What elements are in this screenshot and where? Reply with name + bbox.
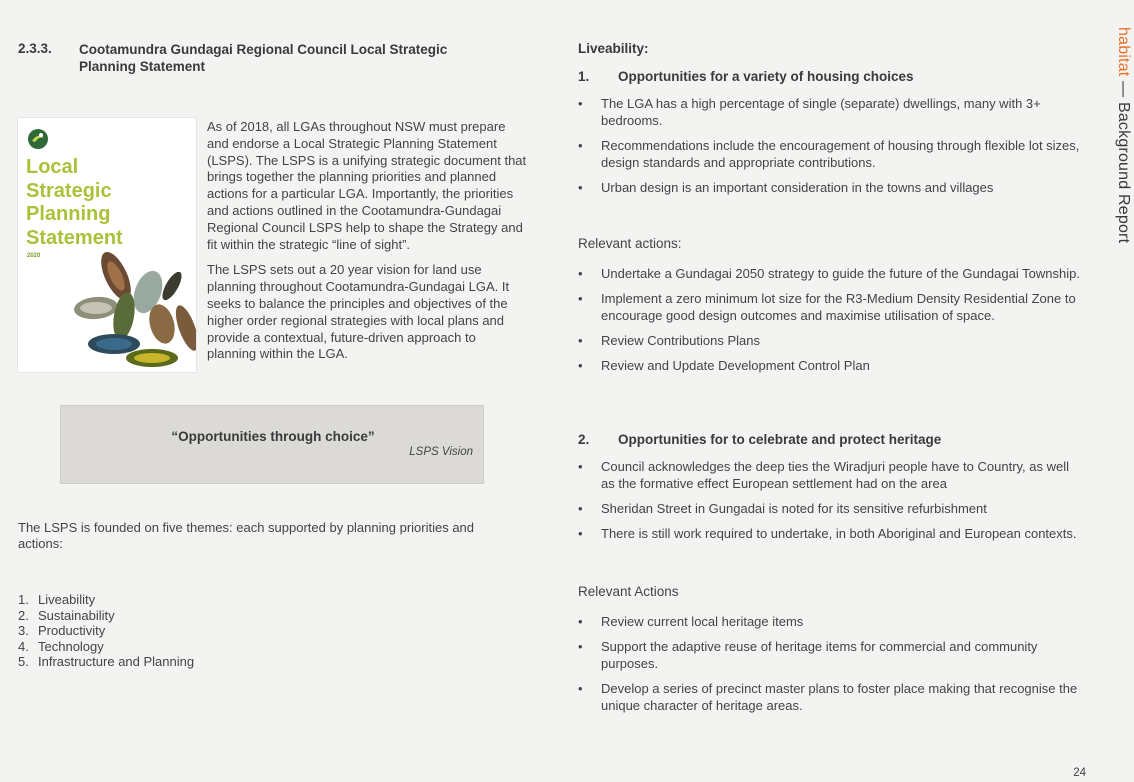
intro-paragraph-2: The LSPS sets out a 20 year vision for land use planning throughout Cootamundra-Gundagai LGA. It seeks to balance the principles and objectives of the higher order regional strategies with local plans and provide a contextual, future-driven approach to planning within the LGA. — [207, 262, 510, 362]
list-item-label: Productivity — [38, 623, 106, 638]
list-item: • Review Contributions Plans — [578, 332, 1083, 349]
cover-title-line: Planning — [26, 203, 111, 225]
cover-year: 2020 — [27, 253, 41, 259]
cover-title-line: Local — [26, 156, 79, 178]
list-item: • Council acknowledges the deep ties the Wiradjuri people have to Country, as well as the formative effect European settlement had on the area — [578, 458, 1083, 492]
vision-attribution: LSPS Vision — [409, 446, 473, 458]
cover-title-line: Strategic — [26, 179, 112, 202]
relevant-actions-label: Relevant Actions — [578, 584, 679, 599]
cover-photo-collage — [62, 246, 196, 368]
opportunity-title: Opportunities for to celebrate and protect heritage — [618, 432, 942, 447]
themes-list — [18, 592, 194, 670]
list-item: • Review current local heritage items — [578, 613, 1083, 630]
section-title: Cootamundra Gundagai Regional Council Local Strategic Planning Statement — [79, 42, 448, 74]
intro-paragraph-1: As of 2018, all LGAs throughout NSW must prepare and endorse a Local Strategic Planning Statement (LSPS). The LSPS is a unifying strategic document that brings together the planning priorities and planned actions for a particular LGA. Importantly, the priorities and actions outlined in the Cootamundra-Gundagai Regional Council LSPS help to shape the Strategy and fit within the strategic “line of sight”. — [207, 119, 527, 252]
list-item-label: Infrastructure and Planning — [38, 654, 195, 669]
list-item-number: 4. — [18, 638, 29, 654]
relevant-actions-label: Relevant actions: — [578, 236, 682, 251]
opportunity-2-bullets — [578, 458, 1083, 550]
page-number: 24 — [1073, 767, 1086, 779]
list-item — [18, 623, 194, 639]
list-item: • Recommendations include the encouragement of housing through flexible lot sizes, design standards and appropriate contributions. — [578, 137, 1083, 171]
cover-title-line: Statement — [26, 226, 123, 249]
opportunity-1-bullets — [578, 95, 1083, 204]
liveability-heading: Liveability: — [578, 41, 649, 56]
list-item — [18, 639, 194, 655]
running-header — [1114, 27, 1132, 243]
list-item-label: Technology — [38, 638, 104, 654]
list-item-number: 3. — [18, 623, 29, 638]
opportunity-title: Opportunities for a variety of housing choices — [618, 69, 914, 84]
list-item-number: 5. — [18, 654, 29, 669]
opportunity-number: 2. — [578, 432, 590, 447]
list-item: • Undertake a Gundagai 2050 strategy to guide the future of the Gundagai Township. — [578, 265, 1083, 282]
list-item: • Develop a series of precinct master plans to foster place making that recognise the unique character of heritage areas. — [578, 680, 1083, 714]
cover-title — [26, 156, 123, 250]
vision-quote-box — [60, 405, 484, 484]
list-item-label: Liveability — [38, 592, 96, 607]
list-item — [18, 654, 194, 670]
list-item: • The LGA has a high percentage of single (separate) dwellings, many with 3+ bedrooms. — [578, 95, 1083, 129]
opportunity-2-actions — [578, 613, 1083, 722]
opportunity-1-heading — [578, 69, 914, 84]
report-title: Background Report — [1115, 101, 1132, 244]
list-item — [18, 608, 194, 624]
list-item-label: Sustainability — [38, 607, 115, 623]
opportunity-number: 1. — [578, 69, 590, 84]
opportunity-1-actions — [578, 265, 1083, 382]
vision-quote: “Opportunities through choice” — [171, 429, 375, 444]
list-item: • Sheridan Street in Gungadai is noted for its sensitive refurbishment — [578, 500, 1083, 517]
list-item: • Urban design is an important consideration in the towns and villages — [578, 179, 1083, 196]
council-logo-icon — [27, 128, 49, 150]
header-dash: — — [1115, 76, 1132, 102]
list-item — [18, 592, 194, 608]
list-item: • Implement a zero minimum lot size for the R3-Medium Density Residential Zone to encourage good design outcomes and maximise utilisation of space. — [578, 290, 1083, 324]
list-item: • Support the adaptive reuse of heritage items for commercial and community purposes. — [578, 638, 1083, 672]
themes-intro: The LSPS is founded on five themes: each supported by planning priorities and actions: — [18, 520, 475, 551]
list-item-number: 2. — [18, 607, 29, 623]
list-item: • There is still work required to undertake, in both Aboriginal and European contexts. — [578, 525, 1083, 542]
list-item-number: 1. — [18, 592, 29, 607]
section-number: 2.3.3. — [18, 41, 52, 56]
brand-name: habitat — [1115, 27, 1132, 77]
intro-text — [207, 119, 527, 372]
lsps-cover-image — [18, 118, 196, 372]
list-item: • Review and Update Development Control Plan — [578, 357, 1083, 374]
opportunity-2-heading — [578, 432, 941, 447]
